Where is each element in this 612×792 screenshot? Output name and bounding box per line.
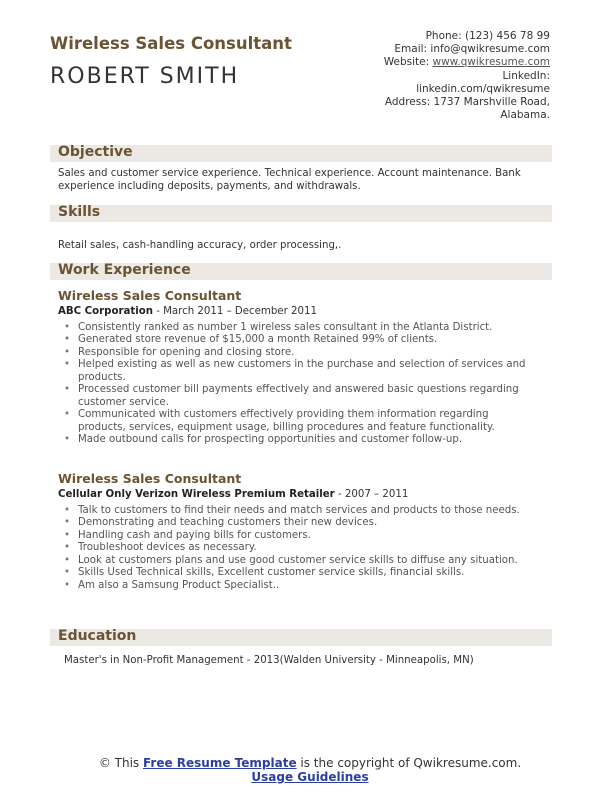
job-1-company-line xyxy=(58,306,317,317)
skills-text: Retail sales, cash-handling accuracy, order processing,. xyxy=(58,240,342,251)
job-1-bullets xyxy=(58,322,528,447)
contact-email: Email: info@qwikresume.com xyxy=(394,43,550,56)
work-title: Work Experience xyxy=(58,262,191,278)
education-section-header xyxy=(50,629,552,646)
objective-title: Objective xyxy=(58,144,133,160)
job-2-title: Wireless Sales Consultant xyxy=(58,471,242,486)
list-item: • Troubleshoot devices as necessary. xyxy=(58,542,528,554)
list-item: • Am also a Samsung Product Specialist.. xyxy=(58,580,528,592)
usage-guidelines-link[interactable]: Usage Guidelines xyxy=(251,770,369,784)
list-item: • Generated store revenue of $15,000 a month Retained 99% of clients. xyxy=(58,334,528,346)
list-item: • Made outbound calls for prospecting opportunities and customer follow-up. xyxy=(58,434,528,446)
footer-middle: is the copyright of Qwikresume.com. xyxy=(296,756,522,770)
education-text: Master's in Non-Profit Management - 2013(Walden University - Minneapolis, MN) xyxy=(64,655,474,666)
list-item: • Communicated with customers effectively providing them information regarding products, services, equipment usage, billing procedures and feature functionality. xyxy=(58,409,528,434)
list-item: • Look at customers plans and use good customer service skills to diffuse any situation. xyxy=(58,555,528,567)
list-item: • Consistently ranked as number 1 wireless sales consultant in the Atlanta District. xyxy=(58,322,528,334)
list-item: • Demonstrating and teaching customers their new devices. xyxy=(58,517,528,529)
resume-job-title: Wireless Sales Consultant xyxy=(50,34,292,53)
job-1-dates: - March 2011 – December 2011 xyxy=(152,306,317,317)
free-resume-template-link[interactable]: Free Resume Template xyxy=(142,756,297,770)
job-2-dates: - 2007 – 2011 xyxy=(334,489,409,500)
objective-text: Sales and customer service experience. Technical experience. Account maintenance. Bank experience including deposits, payments, and withdrawals. xyxy=(58,168,521,192)
list-item: • Skills Used Technical skills, Excellent customer service skills, financial skills. xyxy=(58,567,528,579)
contact-address-line2: Alabama. xyxy=(500,109,550,122)
contact-linkedin-label: LinkedIn: xyxy=(502,69,550,82)
list-item: • Handling cash and paying bills for customers. xyxy=(58,530,528,542)
job-2-company-line xyxy=(58,489,408,500)
contact-website-label: Website: xyxy=(383,56,433,69)
contact-website xyxy=(310,56,550,69)
website-link[interactable]: www.qwikresume.com xyxy=(432,56,550,69)
job-1-title: Wireless Sales Consultant xyxy=(58,288,242,303)
candidate-name: ROBERT SMITH xyxy=(50,64,240,89)
skills-section-header xyxy=(50,205,552,222)
list-item: • Responsible for opening and closing store. xyxy=(58,347,528,359)
education-title: Education xyxy=(58,628,137,644)
job-2-bullets xyxy=(58,505,528,592)
footer-prefix: © This xyxy=(98,756,143,770)
contact-address-line1: Address: 1737 Marshville Road, xyxy=(384,96,550,109)
job-1-company: ABC Corporation xyxy=(58,306,153,317)
work-section-header xyxy=(50,263,552,280)
list-item: • Processed customer bill payments effectively and answered basic questions regarding customer service. xyxy=(58,384,528,409)
job-2-company: Cellular Only Verizon Wireless Premium Retailer xyxy=(58,489,335,500)
list-item: • Helped existing as well as new customers in the purchase and selection of services and products. xyxy=(58,359,528,384)
contact-phone: Phone: (123) 456 78 99 xyxy=(425,30,550,42)
contact-block xyxy=(310,30,550,122)
objective-section-header xyxy=(50,145,552,162)
contact-linkedin-value: linkedin.com/qwikresume xyxy=(416,82,550,95)
list-item: • Talk to customers to find their needs and match services and products to those needs. xyxy=(58,505,528,517)
copyright-footer xyxy=(80,756,540,784)
skills-title: Skills xyxy=(58,204,101,220)
